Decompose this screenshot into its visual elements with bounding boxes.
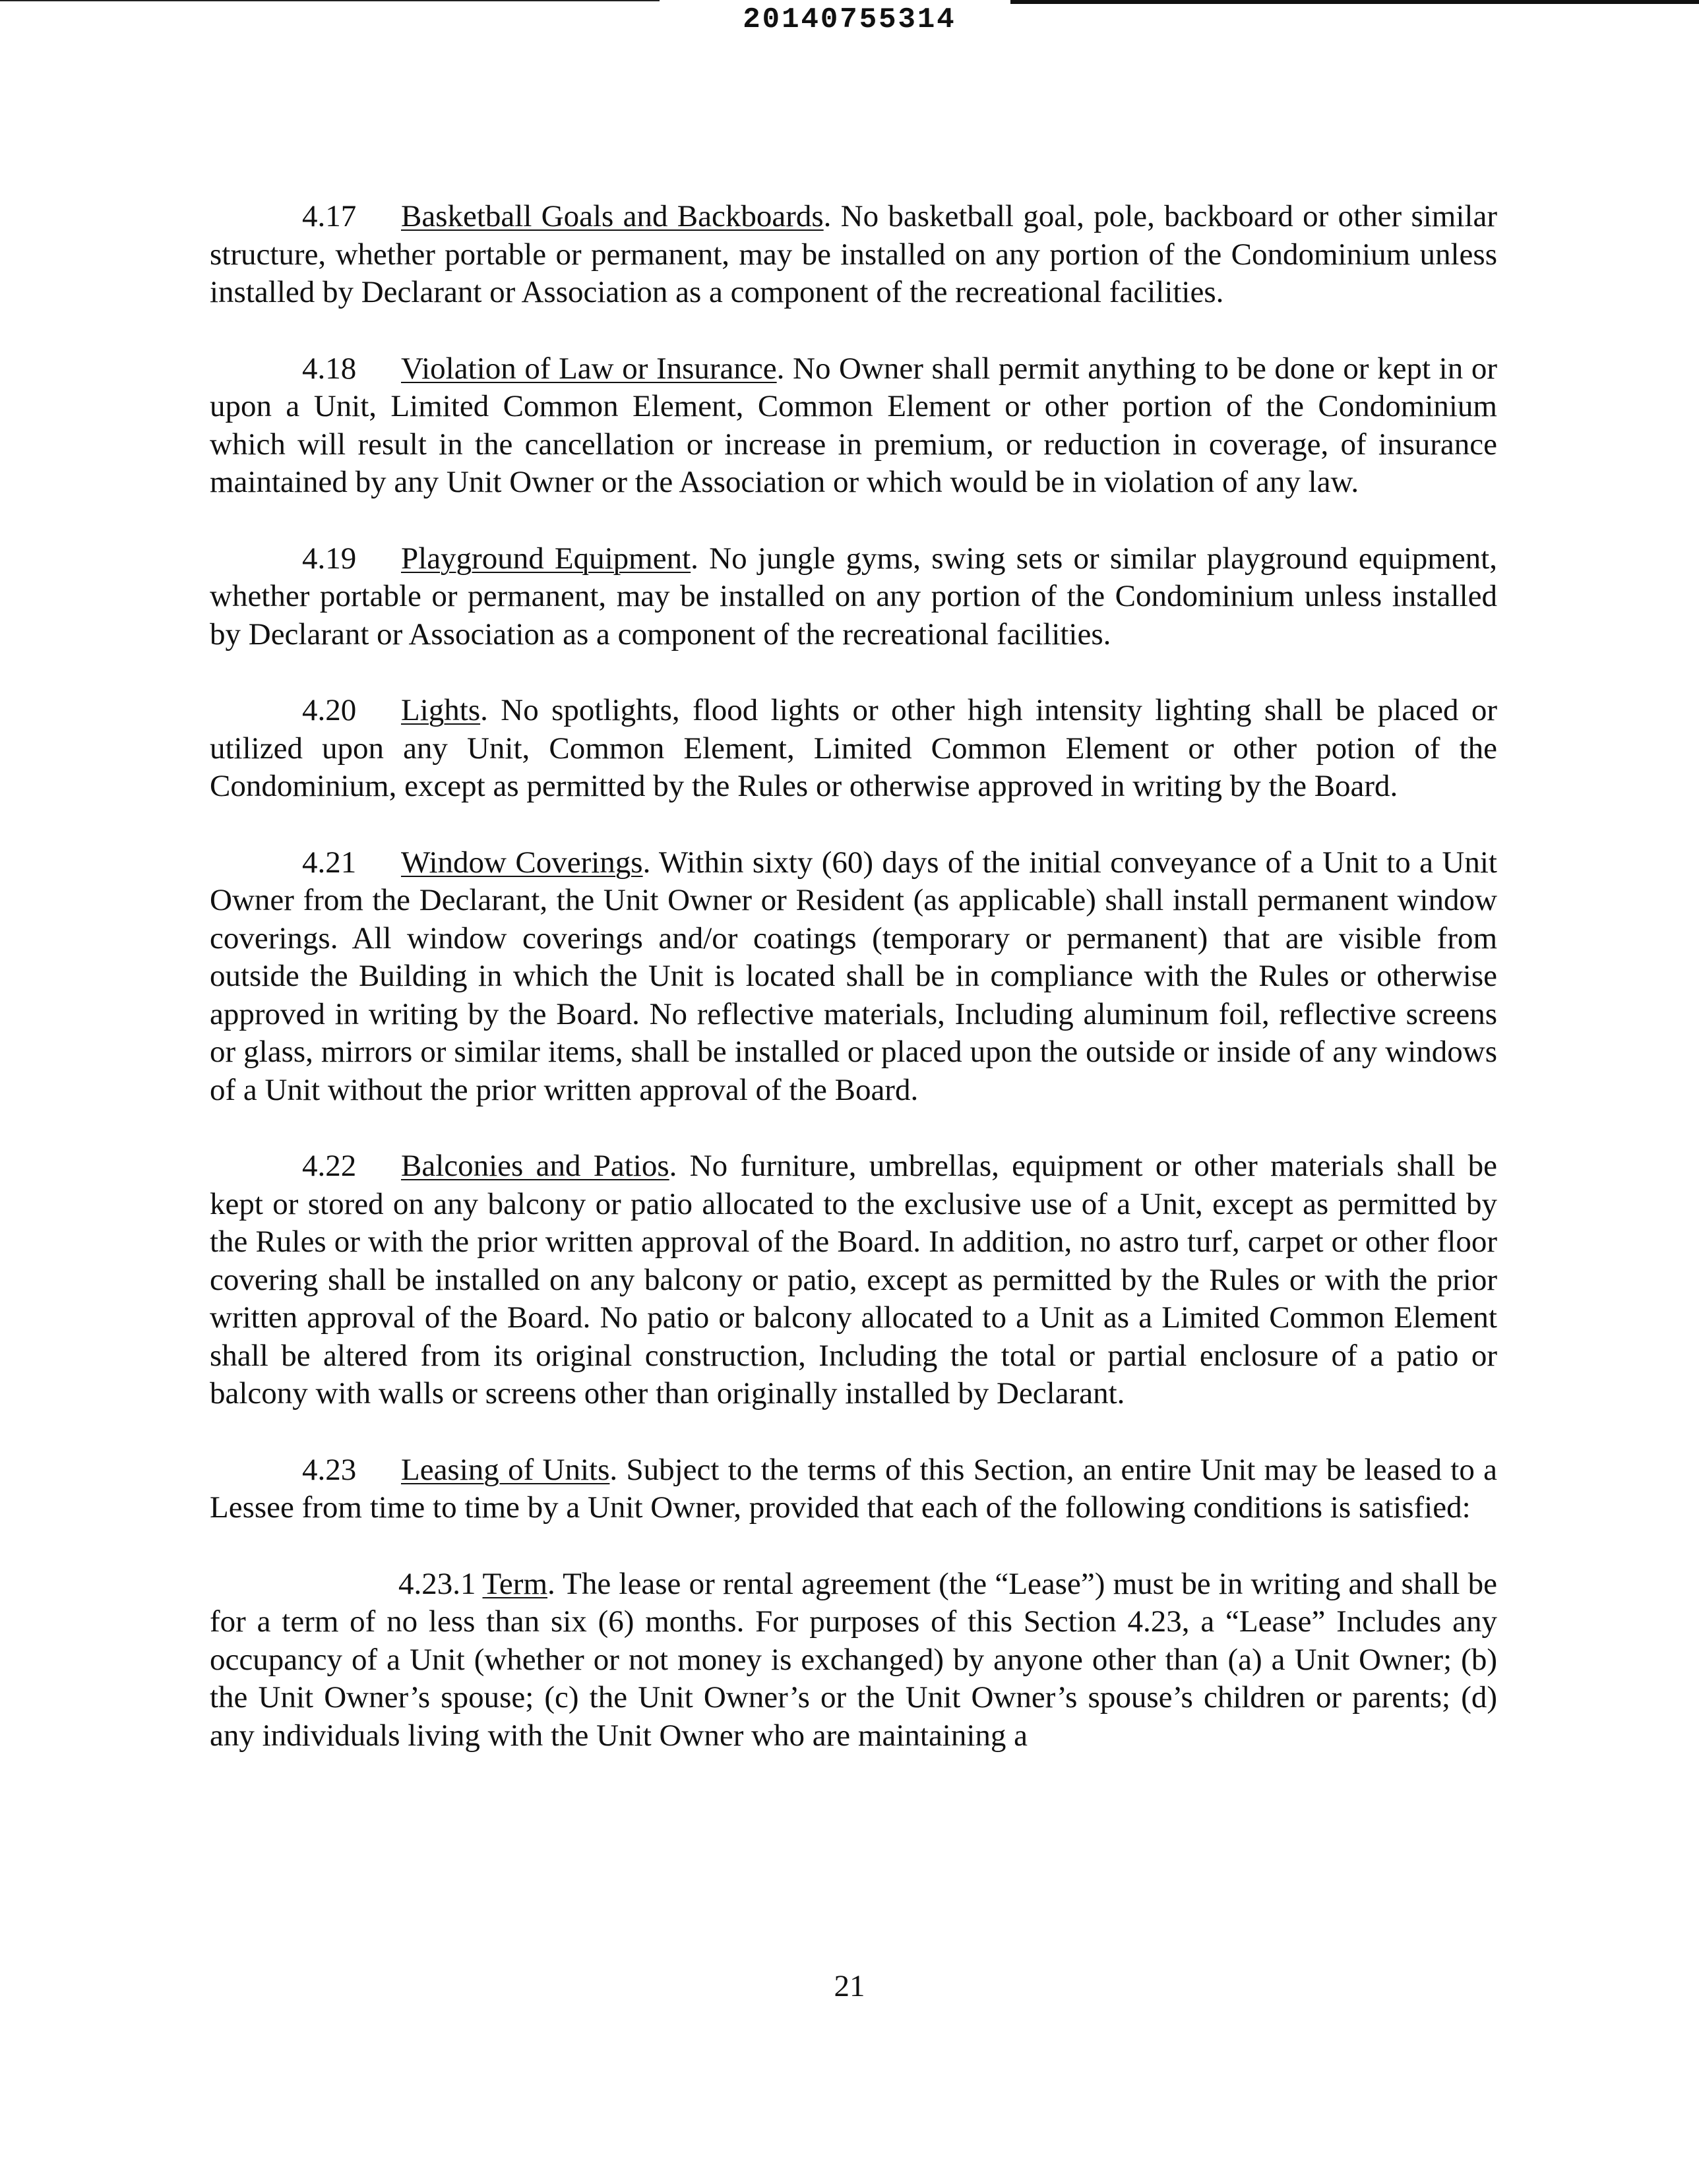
section-4-22: [210, 1147, 1497, 1413]
section-4-19: [210, 540, 1497, 654]
section-4-23: [210, 1451, 1497, 1527]
section-4-20: [210, 692, 1497, 806]
section-number: 4.19: [302, 541, 357, 576]
page-number: 21: [834, 1969, 865, 2003]
subsection-title: Term: [482, 1566, 547, 1601]
section-text: . No basketball goal, pole, backboard or other similar structure, whether portable or permanent, may be installed on any portion of the Condominium unless installed by Declarant or Association as a component of the recreational facilities.: [210, 199, 1497, 309]
section-text: . No jungle gyms, swing sets or similar playground equipment, whether portable or permanent, may be installed on any portion of the Condominium unless installed by Declarant or Association as a component of the recreational facilities.: [210, 541, 1497, 652]
section-number: 4.18: [302, 351, 357, 386]
section-title: Basketball Goals and Backboards: [401, 199, 824, 233]
section-title: Violation of Law or Insurance: [401, 351, 777, 386]
section-title: Lights: [401, 693, 481, 727]
section-title: Balconies and Patios: [401, 1149, 669, 1183]
section-title: Leasing of Units: [401, 1452, 610, 1487]
section-text: . Within sixty (60) days of the initial conveyance of a Unit to a Unit Owner from the Declarant, the Unit Owner or Resident (as applicable) shall install permanent window coverings. All window coverings and/or coatings (temporary or permanent) that are visible from outside the Building in which the Unit is located shall be in compliance with the Rules or otherwise approved in writing by the Board. No reflective materials, Including aluminum foil, reflective screens or glass, mirrors or similar items, shall be installed or placed upon the outside or inside of any windows of a Unit without the prior written approval of the Board.: [210, 845, 1497, 1107]
section-4-18: [210, 350, 1497, 502]
section-text: . Subject to the terms of this Section, an entire Unit may be leased to a Lessee from time to time by a Unit Owner, provided that each of the following conditions is satisfied:: [210, 1452, 1497, 1525]
section-text: . No furniture, umbrellas, equipment or other materials shall be kept or stored on any balcony or patio allocated to the exclusive use of a Unit, except as permitted by the Rules or with the prior written approval of the Board. In addition, no astro turf, carpet or other floor covering shall be installed on any balcony or patio, except as permitted by the Rules or with the prior written approval of the Board. No patio or balcony allocated to a Unit as a Limited Common Element shall be altered from its original construction, Including the total or partial enclosure of a patio or balcony with walls or screens other than originally installed by Declarant.: [210, 1149, 1497, 1410]
subsection-4-23-1: [210, 1565, 1497, 1755]
section-number: 4.17: [302, 199, 357, 233]
subsection-text: . The lease or rental agreement (the “Lease”) must be in writing and shall be for a term of no less than six (6) months. For purposes of this Section 4.23, a “Lease” Includes any occupancy of a Unit (whether or not money is exchanged) by anyone other than (a) a Unit Owner; (b) the Unit Owner’s spouse; (c) the Unit Owner’s or the Unit Owner’s spouse’s children or parents; (d) any individuals living with the Unit Owner who are maintaining a: [210, 1566, 1497, 1753]
section-title: Window Coverings: [401, 845, 643, 880]
section-title: Playground Equipment: [401, 541, 691, 576]
section-4-17: [210, 198, 1497, 312]
section-text: . No spotlights, flood lights or other high intensity lighting shall be placed or utilized upon any Unit, Common Element, Limited Common Element or other potion of the Condominium, except as permitted by the Rules or otherwise approved in writing by the Board.: [210, 693, 1497, 803]
section-text: . No Owner shall permit anything to be done or kept in or upon a Unit, Limited Common Element, Common Element or other portion of the Condominium which will result in the cancellation or increase in premium, or reduction in coverage, of insurance maintained by any Unit Owner or the Association or which would be in violation of any law.: [210, 351, 1497, 499]
section-number: 4.21: [302, 845, 357, 880]
document-body: [210, 198, 1497, 1793]
section-number: 4.20: [302, 693, 357, 727]
section-4-21: [210, 844, 1497, 1110]
section-number: 4.22: [302, 1149, 357, 1183]
section-number: 4.23: [302, 1452, 357, 1487]
document-number: 20140755314: [743, 3, 956, 36]
subsection-number: 4.23.1: [398, 1566, 476, 1601]
